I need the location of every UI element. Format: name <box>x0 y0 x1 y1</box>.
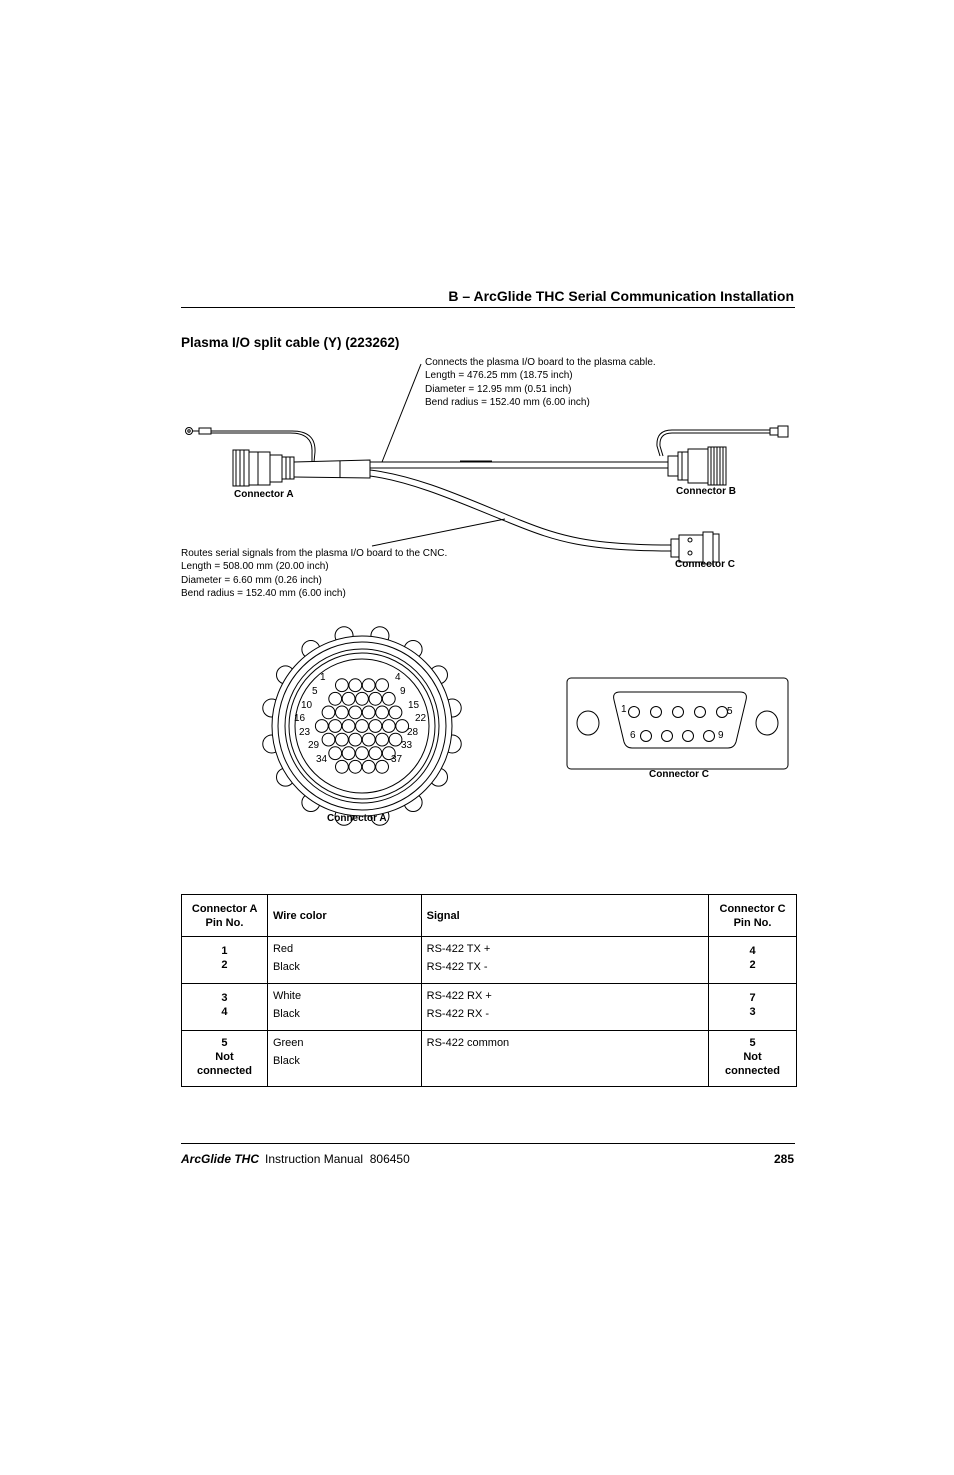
table-header-line: Connector C <box>719 902 786 915</box>
signal-name: RS-422 common <box>426 1037 510 1049</box>
table-header-line: Pin No. <box>205 916 244 929</box>
pin-value: Not <box>743 1051 762 1063</box>
pin-number: 9 <box>718 730 724 741</box>
callout-top-line: Connects the plasma I/O board to the plasma cable. <box>425 357 656 368</box>
footer-doc: Instruction Manual 806450 <box>265 1152 410 1166</box>
section-title: Plasma I/O split cable (Y) (223262) <box>181 335 400 350</box>
footer-doc-info <box>181 1152 410 1166</box>
table-header-line: Connector A <box>191 902 258 915</box>
pin-value: Not <box>215 1051 234 1063</box>
footer-brand: ArcGlide THC <box>181 1152 260 1166</box>
wire-color: White <box>272 990 302 1002</box>
pin-number: 1 <box>621 704 627 715</box>
cell-wire-color <box>267 937 421 984</box>
wire-color: Black <box>272 1055 300 1067</box>
pin-value: 7 <box>749 992 756 1004</box>
pin-number: 37 <box>391 754 403 765</box>
table-header-line: Pin No. <box>733 916 772 929</box>
table-row <box>182 984 797 1031</box>
cell-wire-color <box>267 1031 421 1087</box>
pin-number: 10 <box>301 700 313 711</box>
pin-number: 28 <box>407 727 419 738</box>
pin-value: 3 <box>221 992 228 1004</box>
label-connector-a: Connector A <box>234 489 294 500</box>
cell-connector-c <box>709 1031 797 1087</box>
pin-value: 4 <box>749 945 756 957</box>
pin-value: connected <box>196 1065 252 1077</box>
table-row <box>182 937 797 984</box>
callout-top-line: Length = 476.25 mm (18.75 inch) <box>425 370 573 382</box>
pin-number: 9 <box>400 686 406 697</box>
pin-value: 1 <box>221 945 228 957</box>
table-header-signal: Signal <box>421 895 708 937</box>
cell-connector-a <box>182 1031 268 1087</box>
signal-name: RS-422 TX - <box>426 961 488 973</box>
table-row <box>182 1031 797 1087</box>
pin-number: 5 <box>727 706 733 717</box>
label-connector-c-pinout: Connector C <box>649 769 709 780</box>
callout-bottom-line: Diameter = 6.60 mm (0.26 inch) <box>181 574 322 586</box>
pin-value: 5 <box>749 1037 756 1049</box>
cell-connector-c <box>709 984 797 1031</box>
pin-table <box>181 894 797 1087</box>
pin-value: 2 <box>221 959 228 971</box>
label-connector-c: Connector C <box>675 559 735 570</box>
pin-number: 34 <box>316 754 328 765</box>
pin-number: 33 <box>401 740 413 751</box>
pin-number: 22 <box>415 713 427 724</box>
wire-color: Red <box>272 943 294 955</box>
pin-value: 5 <box>221 1037 228 1049</box>
pin-value: 3 <box>749 1006 756 1018</box>
footer-rule <box>181 1143 795 1144</box>
cell-signal <box>421 984 708 1031</box>
pin-value: connected <box>725 1065 781 1077</box>
table-header-wire-color: Wire color <box>267 895 421 937</box>
table-header-connector-c <box>709 895 797 937</box>
cell-signal <box>421 1031 708 1087</box>
label-connector-a-pinout: Connector A <box>327 813 387 824</box>
pin-number: 6 <box>630 730 636 741</box>
table-header-row <box>182 895 797 937</box>
callout-top-line: Diameter = 12.95 mm (0.51 inch) <box>425 383 572 395</box>
pin-number: 1 <box>320 672 326 683</box>
signal-name: RS-422 TX + <box>426 943 491 955</box>
callout-bottom-line: Routes serial signals from the plasma I/O board to the CNC. <box>181 548 448 559</box>
wire-color: Green <box>272 1037 304 1049</box>
cell-connector-a <box>182 937 268 984</box>
callout-bottom-line: Bend radius = 152.40 mm (6.00 inch) <box>181 587 346 599</box>
header-title: B – ArcGlide THC Serial Communication Installation <box>448 288 794 304</box>
pin-value: 4 <box>221 1006 228 1018</box>
wire-color: Black <box>272 1008 300 1020</box>
pin-number: 15 <box>408 700 420 711</box>
signal-name: RS-422 RX + <box>426 990 492 1002</box>
label-connector-b: Connector B <box>676 486 736 497</box>
signal-name: RS-422 RX - <box>426 1008 489 1020</box>
pin-value: 2 <box>749 959 756 971</box>
cell-connector-c <box>709 937 797 984</box>
cell-wire-color <box>267 984 421 1031</box>
cell-signal <box>421 937 708 984</box>
pin-number: 16 <box>294 713 306 724</box>
pin-number: 4 <box>395 672 401 683</box>
callout-bottom-line: Length = 508.00 mm (20.00 inch) <box>181 561 329 573</box>
wire-color: Black <box>272 961 300 973</box>
table-header-connector-a <box>182 895 268 937</box>
callout-top-line: Bend radius = 152.40 mm (6.00 inch) <box>425 396 590 408</box>
cell-connector-a <box>182 984 268 1031</box>
pin-number: 5 <box>312 686 318 697</box>
pin-number: 29 <box>308 740 320 751</box>
page-number: 285 <box>773 1152 794 1166</box>
pin-number: 23 <box>299 727 311 738</box>
